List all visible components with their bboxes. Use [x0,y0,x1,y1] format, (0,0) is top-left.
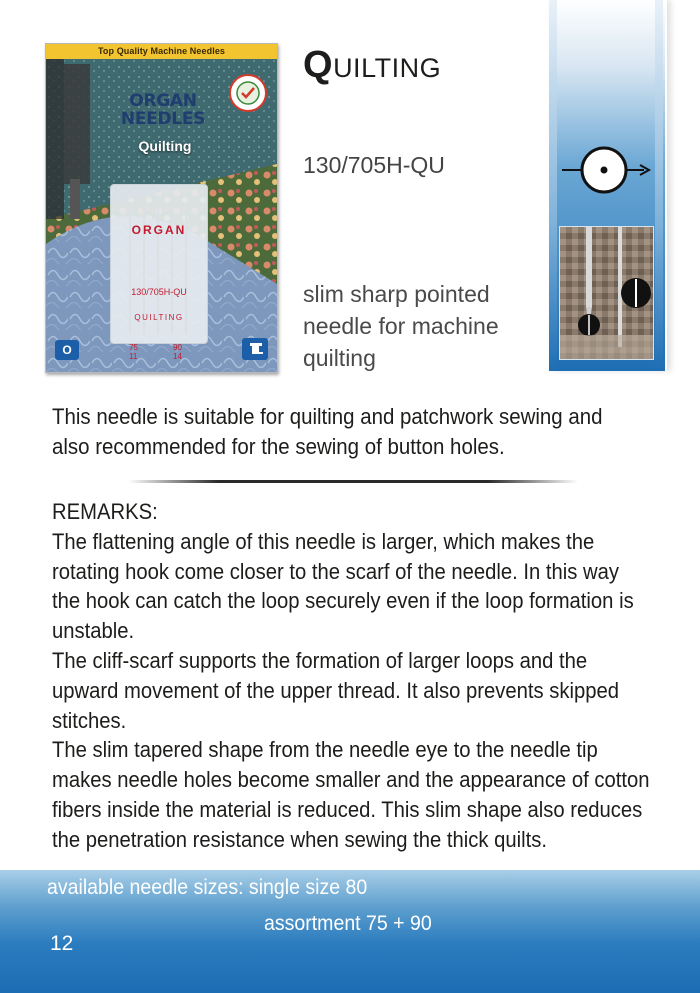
page-number: 12 [50,932,74,955]
strip-border-left [549,0,557,371]
size-b-value: 90 [173,343,182,352]
size-a-sub: 11 [129,352,138,361]
brand-line-2: NEEDLES [120,109,206,129]
blister-size-b [173,343,182,361]
size-a-value: 75 [129,343,138,352]
needle-point-symbol-icon [560,140,652,200]
package-product-name: Quilting [138,138,192,154]
brand-line-1: ORGAN [129,91,197,111]
package-top-label: Top Quality Machine Needles [46,44,277,59]
needle-blister [110,184,208,361]
size-b-sub: 14 [173,352,182,361]
remarks-paragraph-2: The cliff-scarf supports the formation of larger loops and the upward movement of the upper thread. It also prevents skipped stitches. [52,647,620,733]
needle-description: slim sharp pointed needle for machine quilting [303,281,499,371]
blister-code: 130/705H-QU [131,287,187,297]
remarks-paragraph-1: The flattening angle of this needle is larger, which makes the rotating hook come closer to the scarf of the needle. In this way the hook can catch the loop securely even if the loop formation is unstable. [52,528,634,644]
remarks-paragraph-3: The slim tapered shape from the needle eye to the needle tip makes needle holes become smaller and the appearance of cotton fibers inside the material is reduced. This slim shape also reduces the penetration resistance when sewing the thick quilts. [52,737,650,852]
needle-system-badge: O [55,340,79,360]
blister-brand: ORGAN [131,223,187,237]
remarks-section [52,497,650,855]
sewing-machine-icon [242,338,268,360]
needle-code: 130/705H-QU [303,152,445,178]
remarks-heading: REMARKS: [52,499,158,524]
needle-closeup-photo [559,226,654,360]
available-sizes-line-2: assortment 75 + 90 [264,912,432,935]
page-title [303,44,441,87]
section-divider [128,480,578,483]
title-rest: UILTING [333,53,442,83]
blister-type: QUILTING [134,313,184,322]
quality-seal-icon [229,74,267,112]
title-initial: Q [303,44,334,86]
package-brand [118,92,208,128]
needle-closeup-illustration [560,227,653,359]
product-package-image [45,43,278,373]
intro-paragraph: This needle is suitable for quilting and patchwork sewing and also recommended for the sewing of button holes. [52,404,603,459]
strip-border-right [655,0,663,371]
available-sizes-line-1: available needle sizes: single size 80 [47,876,368,899]
blister-size-a [129,343,138,361]
